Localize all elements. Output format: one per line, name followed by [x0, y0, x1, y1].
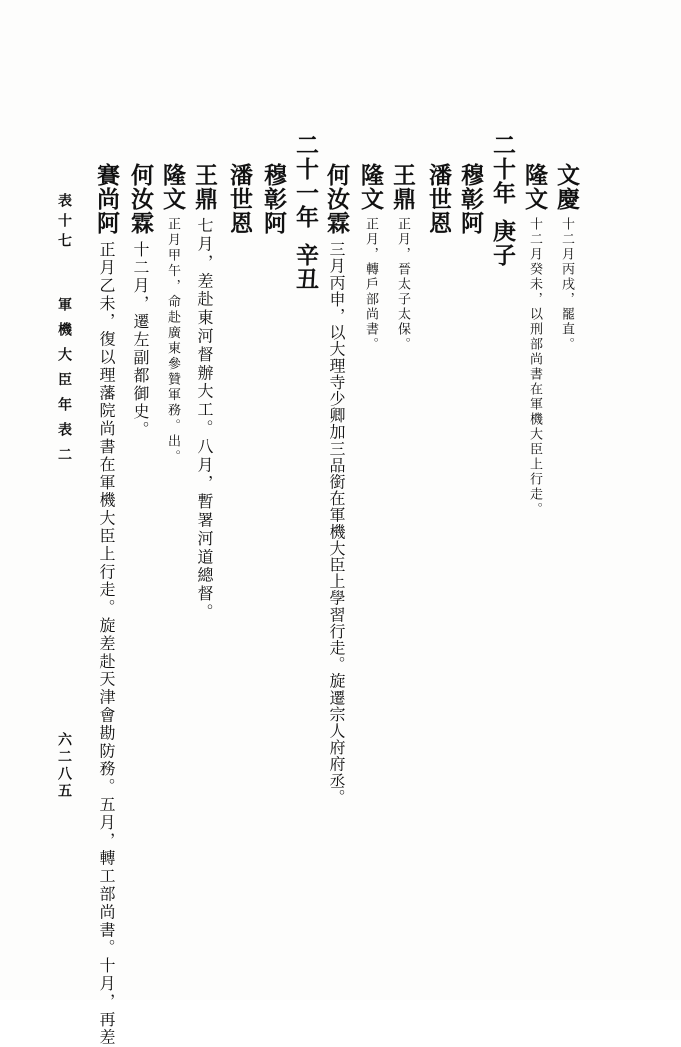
minister-name: 賽尚阿: [93, 163, 120, 235]
year-heading-21: [294, 133, 317, 291]
minister-name: 潘世恩: [226, 163, 253, 235]
minister-name: 何汝霖: [323, 163, 350, 235]
year-heading-20: [491, 133, 514, 267]
minister-name: 穆彰阿: [457, 163, 484, 235]
minister-name: 王鼎: [389, 163, 416, 211]
entry-muzhanga-2: [262, 163, 285, 235]
entry-wangding-1: [391, 163, 414, 352]
entry-note: 十二月，遷左副都御史。: [131, 241, 150, 439]
entry-note: 正月，晉太子太保。: [395, 217, 410, 352]
entry-note: 三月丙申，以大理寺少卿加三品銜在軍機大臣上學習行走。旋遷宗人府府丞。: [327, 241, 346, 806]
minister-name: 王鼎: [191, 163, 218, 211]
entry-herulin-1: [325, 163, 348, 805]
entry-note: 正月，轉戶部尚書。: [363, 217, 378, 352]
entry-wenqing: [555, 163, 578, 352]
minister-name: 隆文: [521, 163, 548, 211]
entry-note: 七月，差赴東河督辦大工。八月，暫署河道總督。: [195, 217, 214, 622]
page-number-text: 六二八五: [56, 732, 72, 800]
entry-note: 十二月癸未，以刑部尚書在軍機大臣上行走。: [527, 217, 542, 517]
entry-longwen-3: [161, 163, 184, 465]
table-title: 軍機大臣年表二: [56, 297, 72, 472]
entry-saishanga: [95, 163, 118, 1047]
entry-herulin-2: [129, 163, 152, 439]
running-footer: [56, 193, 72, 472]
entry-longwen-2: [359, 163, 382, 352]
table-label: 表十七: [56, 193, 72, 253]
year-label: 二十一年: [292, 133, 319, 229]
ganzhi-label: 庚子: [489, 219, 516, 267]
minister-name: 隆文: [159, 163, 186, 211]
minister-name: 文慶: [553, 163, 580, 211]
entry-longwen-1: [523, 163, 546, 517]
ganzhi-label: 辛丑: [292, 243, 319, 291]
entry-note: 十二月丙戌，罷直。: [559, 217, 574, 352]
year-label: 二十年: [489, 133, 516, 205]
entry-panshien-1: [427, 163, 450, 235]
minister-name: 穆彰阿: [260, 163, 287, 235]
entry-panshien-2: [228, 163, 251, 235]
entry-note: 正月甲午，命赴廣東參贊軍務。出。: [165, 217, 180, 465]
minister-name: 何汝霖: [127, 163, 154, 235]
minister-name: 隆文: [357, 163, 384, 211]
entry-note: 正月乙未，復以理藩院尚書在軍機大臣上行走。旋差赴天津會勘防務。五月，轉工部尚書。十月，再差: [97, 241, 116, 1047]
page-number: [56, 732, 72, 800]
minister-name: 潘世恩: [425, 163, 452, 235]
entry-wangding-2: [193, 163, 216, 622]
entry-muzhanga-1: [459, 163, 482, 235]
